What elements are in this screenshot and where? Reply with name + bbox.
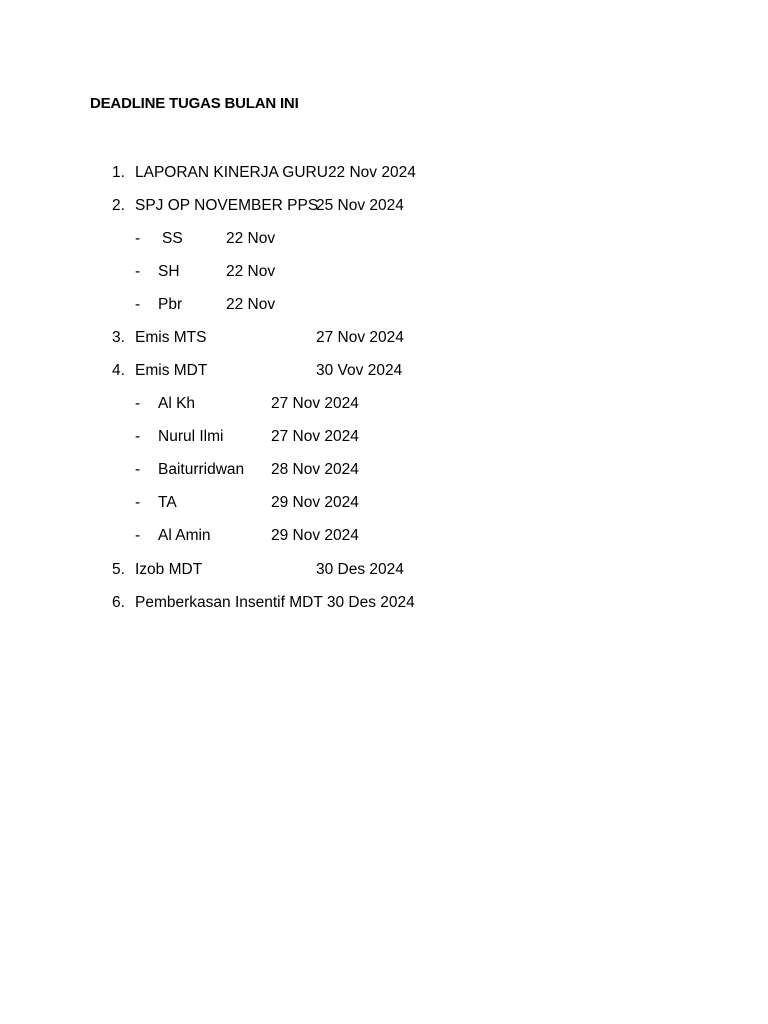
item-label: Emis MDT [135, 362, 208, 379]
sub-item-dash: - [135, 230, 141, 247]
item-number: 4. [112, 362, 125, 379]
sub-item-dash: - [135, 395, 141, 412]
sub-item-label: Al Kh [158, 395, 196, 412]
item-label: Izob MDT [135, 561, 203, 578]
item-number: 5. [112, 561, 125, 578]
sub-item-dash: - [135, 527, 141, 544]
sub-item-date: 28 Nov 2024 [271, 461, 359, 478]
sub-item-dash: - [135, 263, 141, 280]
sub-item-date: 29 Nov 2024 [271, 527, 359, 544]
item-date: 22 Nov 2024 [327, 164, 416, 181]
item-date: 25 Nov 2024 [316, 197, 404, 214]
sub-item-label: SH [158, 263, 180, 280]
sub-item-label: Al Amin [158, 527, 211, 544]
sub-item-dash: - [135, 494, 141, 511]
item-label: SPJ OP NOVEMBER PPS [135, 197, 319, 214]
item-label: LAPORAN KINERJA GURU22 Nov 2024 [135, 164, 416, 181]
sub-item-label: Pbr [158, 296, 183, 313]
item-number: 2. [112, 197, 125, 214]
sub-item-label: TA [158, 494, 177, 511]
sub-item-date: 22 Nov [226, 263, 276, 280]
sub-item-dash: - [135, 461, 141, 478]
item-date: 30 Des 2024 [316, 561, 404, 578]
item-date: 27 Nov 2024 [316, 329, 404, 346]
item-label: Pemberkasan Insentif MDT 30 Des 2024 [135, 594, 415, 611]
sub-item-dash: - [135, 296, 141, 313]
sub-item-date: 27 Nov 2024 [271, 428, 359, 445]
item-number: 1. [112, 164, 125, 181]
sub-item-date: 29 Nov 2024 [271, 494, 359, 511]
sub-item-dash: - [135, 428, 141, 445]
sub-item-date: 27 Nov 2024 [271, 395, 359, 412]
item-date: 30 Vov 2024 [316, 362, 403, 379]
sub-item-label: SS [162, 230, 183, 247]
item-label: Emis MTS [135, 329, 207, 346]
sub-item-date: 22 Nov [226, 296, 276, 313]
sub-item-label: Nurul Ilmi [158, 428, 224, 445]
item-number: 3. [112, 329, 125, 346]
document-title: DEADLINE TUGAS BULAN INI [90, 95, 299, 112]
item-number: 6. [112, 594, 125, 611]
sub-item-date: 22 Nov [226, 230, 276, 247]
sub-item-label: Baiturridwan [158, 461, 245, 478]
item-date: 30 Des 2024 [326, 594, 415, 611]
